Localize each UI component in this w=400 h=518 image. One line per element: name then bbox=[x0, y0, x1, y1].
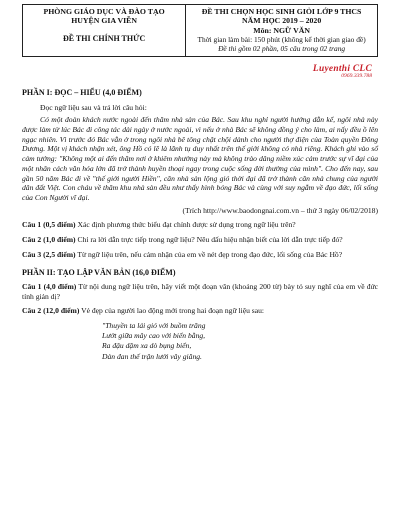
poem-line: Lướt giữa mây cao với biển bằng, bbox=[102, 331, 206, 341]
school-year: NĂM HỌC 2019 – 2020 bbox=[241, 16, 322, 26]
question-2-2 bbox=[22, 306, 378, 316]
question-text: Từ nội dung ngữ liệu trên, hãy viết một đoạn văn (khoảng 200 từ) bày tỏ suy nghĩ của em về đức tính giản dị? bbox=[22, 281, 378, 301]
watermark-name: Luyenthi CLC bbox=[312, 63, 372, 74]
watermark-stamp bbox=[22, 65, 372, 81]
exam-duration: Thời gian làm bài: 150 phút (không kể thời gian giao đề) bbox=[197, 35, 366, 45]
header-right bbox=[186, 5, 378, 57]
question-label: Câu 1 (0,5 điểm) bbox=[22, 220, 76, 230]
exam-header bbox=[22, 4, 378, 57]
watermark-phone: 0969.339.788 bbox=[341, 73, 372, 80]
subject: Môn: NGỮ VĂN bbox=[253, 25, 310, 35]
question-label: Câu 3 (2,5 điểm) bbox=[22, 249, 76, 259]
question-label: Câu 2 (12,0 điểm) bbox=[22, 306, 80, 316]
question-1-1 bbox=[22, 220, 378, 230]
poem-line: "Thuyền ta lái gió với buồm trăng bbox=[102, 320, 206, 330]
exam-title: ĐỀ THI CHỌN HỌC SINH GIỎI LỚP 9 THCS bbox=[201, 7, 362, 16]
question-2-1 bbox=[22, 282, 378, 301]
question-1-2 bbox=[22, 235, 378, 245]
question-label: Câu 1 (4,0 điểm) bbox=[22, 281, 77, 291]
part2-title: PHẦN II: TẠO LẬP VĂN BẢN (16,0 ĐIỂM) bbox=[22, 267, 176, 277]
question-text: Chỉ ra lời dẫn trực tiếp trong ngữ liệu? Nêu dấu hiệu nhận biết của lời dẫn trực tiếp đó? bbox=[75, 235, 343, 245]
poem-excerpt bbox=[102, 321, 378, 362]
question-1-3 bbox=[22, 250, 378, 260]
reading-passage: Có một đoàn khách nước ngoài đến thăm nhà sàn của Bác. Sau khu nghỉ người hướng dẫn kể, ngôi nhà này được làm từ lúc Bác đi công tác dài ngày ở nước ngoài, vì nếu ở nhà Bác sẽ không đồng ý cho làm, ai nấy đều ồ lên ngạc nhiên. Vì trước đó Bác vẫn ở trong ngôi nhà bê tông chật chội dành cho người thợ điện của Toàn quyền Đông Dương. Một vị khách nhận xét, ông Hồ có lẽ là lãnh tụ duy nhất trên thế giới không có nhà riêng. Khách ghi vào sổ cảm tưởng: "Không một ai đến thăm nơi ở khiêm nhường này mà không trào dâng niềm xúc cảm trước sự vĩ đại của một nhân cách văn hóa lớn đã trở thành huyền thoại ngay trong cuộc sống đời thường của mình". Cho đến nay, sau gần 50 năm Bác đi về "thế giới người Hiền", căn nhà sàn lộng gió thời đại đã trở thành căn nhà chung của người dân đất Việt. Con cháu về thăm khu nhà sàn đều như thấy hình bóng Bác và cùng với suy ngẫm về đạo đức, lối sống của Con Người vĩ đại. bbox=[22, 115, 378, 202]
exam-structure-note: Đề thi gồm 02 phần, 05 câu trong 02 trang bbox=[218, 44, 346, 54]
question-text: Từ ngữ liệu trên, nếu cảm nhận của em về nét đẹp trong đạo đức, lối sống của Bác Hồ? bbox=[75, 249, 343, 259]
district-name: HUYỆN GIA VIỄN bbox=[71, 16, 137, 26]
question-text: Xác định phương thức biểu đạt chính được sử dụng trong ngữ liệu trên? bbox=[75, 220, 296, 230]
poem-line: Dàn đan thế trận lưới vây giăng. bbox=[102, 351, 202, 361]
passage-source: (Trích http://www.baodongnai.com.vn – thứ 3 ngày 06/02/2018) bbox=[182, 205, 378, 215]
department-name: PHÒNG GIÁO DỤC VÀ ĐÀO TẠO bbox=[43, 7, 165, 16]
question-text: Vẻ đẹp của người lao động mới trong hai đoạn ngữ liệu sau: bbox=[79, 306, 265, 316]
header-left bbox=[23, 5, 186, 57]
poem-line: Ra đậu dặm xa dò bụng biển, bbox=[102, 341, 192, 351]
official-exam-label: ĐỀ THI CHÍNH THỨC bbox=[62, 33, 146, 43]
question-label: Câu 2 (1,0 điểm) bbox=[22, 235, 76, 245]
part1-title: PHẦN I: ĐỌC – HIỂU (4,0 ĐIỂM) bbox=[22, 88, 142, 98]
part1-instruction: Đọc ngữ liệu sau và trả lời câu hỏi: bbox=[40, 102, 147, 112]
